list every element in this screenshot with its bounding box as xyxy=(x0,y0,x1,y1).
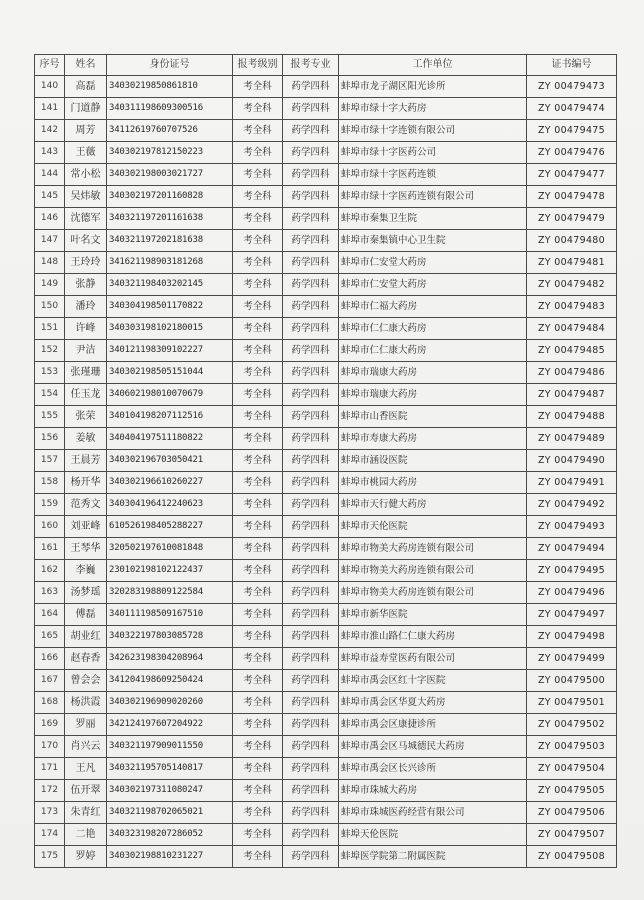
row-number: 154 xyxy=(35,384,65,406)
table-row xyxy=(35,670,617,692)
person-name: 王凡 xyxy=(65,758,107,780)
person-name: 杨洪霞 xyxy=(65,692,107,714)
person-name: 杨开华 xyxy=(65,472,107,494)
person-name: 许峰 xyxy=(65,318,107,340)
exam-level: 考全科 xyxy=(233,98,283,120)
table-row xyxy=(35,846,617,868)
exam-level: 考全科 xyxy=(233,164,283,186)
certificate-number: ZY 00479488 xyxy=(527,406,617,428)
id-number: 230102198102122437 xyxy=(107,560,233,582)
certificate-number: ZY 00479504 xyxy=(527,758,617,780)
certificate-number: ZY 00479506 xyxy=(527,802,617,824)
table-row xyxy=(35,736,617,758)
person-name: 张静 xyxy=(65,274,107,296)
person-name: 王薇 xyxy=(65,142,107,164)
certificate-number: ZY 00479487 xyxy=(527,384,617,406)
id-number: 340321195705140817 xyxy=(107,758,233,780)
id-number: 340311198609300516 xyxy=(107,98,233,120)
work-unit: 蚌埠市瑞康大药房 xyxy=(339,362,527,384)
header-name: 姓名 xyxy=(65,55,107,76)
exam-major: 药学四科 xyxy=(283,648,339,670)
exam-major: 药学四科 xyxy=(283,296,339,318)
table-row xyxy=(35,318,617,340)
certificate-number: ZY 00479473 xyxy=(527,76,617,98)
exam-level: 考全科 xyxy=(233,780,283,802)
id-number: 340302196703050421 xyxy=(107,450,233,472)
work-unit: 蚌埠市仁仁康大药房 xyxy=(339,318,527,340)
table-row xyxy=(35,274,617,296)
work-unit: 蚌埠市天行健大药房 xyxy=(339,494,527,516)
person-name: 范秀文 xyxy=(65,494,107,516)
certificate-number: ZY 00479499 xyxy=(527,648,617,670)
certificate-number: ZY 00479476 xyxy=(527,142,617,164)
person-name: 罗丽 xyxy=(65,714,107,736)
row-number: 144 xyxy=(35,164,65,186)
exam-major: 药学四科 xyxy=(283,186,339,208)
id-number: 340303198102180015 xyxy=(107,318,233,340)
exam-level: 考全科 xyxy=(233,516,283,538)
work-unit: 蚌埠市山香医院 xyxy=(339,406,527,428)
exam-major: 药学四科 xyxy=(283,76,339,98)
exam-major: 药学四科 xyxy=(283,252,339,274)
exam-major: 药学四科 xyxy=(283,318,339,340)
row-number: 172 xyxy=(35,780,65,802)
table-row xyxy=(35,648,617,670)
exam-major: 药学四科 xyxy=(283,824,339,846)
row-number: 157 xyxy=(35,450,65,472)
person-name: 门道静 xyxy=(65,98,107,120)
person-name: 二艳 xyxy=(65,824,107,846)
exam-major: 药学四科 xyxy=(283,384,339,406)
id-number: 320283198809122584 xyxy=(107,582,233,604)
row-number: 175 xyxy=(35,846,65,868)
exam-level: 考全科 xyxy=(233,692,283,714)
id-number: 340602198010070679 xyxy=(107,384,233,406)
certificate-number: ZY 00479482 xyxy=(527,274,617,296)
exam-level: 考全科 xyxy=(233,428,283,450)
person-name: 王晨芳 xyxy=(65,450,107,472)
person-name: 赵春香 xyxy=(65,648,107,670)
exam-level: 考全科 xyxy=(233,208,283,230)
person-name: 姜敏 xyxy=(65,428,107,450)
work-unit: 蚌埠市龙子湖区阳光诊所 xyxy=(339,76,527,98)
person-name: 任玉龙 xyxy=(65,384,107,406)
work-unit: 蚌埠市珠城大药房 xyxy=(339,780,527,802)
person-name: 刘亚峰 xyxy=(65,516,107,538)
exam-level: 考全科 xyxy=(233,142,283,164)
person-name: 朱青红 xyxy=(65,802,107,824)
exam-level: 考全科 xyxy=(233,120,283,142)
exam-major: 药学四科 xyxy=(283,758,339,780)
id-number: 340302198003021727 xyxy=(107,164,233,186)
person-name: 王玲玲 xyxy=(65,252,107,274)
exam-major: 药学四科 xyxy=(283,120,339,142)
work-unit: 蚌埠市绿十字大药房 xyxy=(339,98,527,120)
exam-level: 考全科 xyxy=(233,472,283,494)
work-unit: 蚌埠市仁安堂大药房 xyxy=(339,274,527,296)
certificate-number: ZY 00479485 xyxy=(527,340,617,362)
table-row xyxy=(35,186,617,208)
exam-major: 药学四科 xyxy=(283,164,339,186)
id-number: 340321198702065021 xyxy=(107,802,233,824)
id-number: 610526198405288227 xyxy=(107,516,233,538)
table-row xyxy=(35,406,617,428)
exam-major: 药学四科 xyxy=(283,604,339,626)
id-number: 340302197311080247 xyxy=(107,780,233,802)
exam-major: 药学四科 xyxy=(283,560,339,582)
certificate-number: ZY 00479497 xyxy=(527,604,617,626)
exam-level: 考全科 xyxy=(233,450,283,472)
exam-level: 考全科 xyxy=(233,230,283,252)
exam-major: 药学四科 xyxy=(283,846,339,868)
id-number: 340121198309102227 xyxy=(107,340,233,362)
exam-major: 药学四科 xyxy=(283,208,339,230)
certificate-number: ZY 00479486 xyxy=(527,362,617,384)
row-number: 158 xyxy=(35,472,65,494)
certificate-number: ZY 00479491 xyxy=(527,472,617,494)
table-row xyxy=(35,758,617,780)
certificate-number: ZY 00479489 xyxy=(527,428,617,450)
id-number: 340302198810231227 xyxy=(107,846,233,868)
person-name: 罗婷 xyxy=(65,846,107,868)
header-id: 身份证号 xyxy=(107,55,233,76)
id-number: 340322197803085728 xyxy=(107,626,233,648)
person-name: 伍开翠 xyxy=(65,780,107,802)
header-org: 工作单位 xyxy=(339,55,527,76)
header-row xyxy=(35,55,617,76)
exam-major: 药学四科 xyxy=(283,406,339,428)
row-number: 174 xyxy=(35,824,65,846)
certificate-number: ZY 00479480 xyxy=(527,230,617,252)
work-unit: 蚌埠市益寿堂医药有限公司 xyxy=(339,648,527,670)
exam-major: 药学四科 xyxy=(283,362,339,384)
table-body xyxy=(35,76,617,868)
work-unit: 蚌埠市物美大药房连锁有限公司 xyxy=(339,538,527,560)
id-number: 340321198403202145 xyxy=(107,274,233,296)
exam-level: 考全科 xyxy=(233,186,283,208)
exam-major: 药学四科 xyxy=(283,538,339,560)
certificate-number: ZY 00479503 xyxy=(527,736,617,758)
table-row xyxy=(35,494,617,516)
exam-level: 考全科 xyxy=(233,758,283,780)
id-number: 340104198207112516 xyxy=(107,406,233,428)
row-number: 142 xyxy=(35,120,65,142)
header-no: 序号 xyxy=(35,55,65,76)
exam-level: 考全科 xyxy=(233,296,283,318)
id-number: 34112619760707526 xyxy=(107,120,233,142)
table-row xyxy=(35,538,617,560)
table-row xyxy=(35,384,617,406)
work-unit: 蚌埠市仁福大药房 xyxy=(339,296,527,318)
id-number: 340302197812150223 xyxy=(107,142,233,164)
certificate-number: ZY 00479477 xyxy=(527,164,617,186)
exam-level: 考全科 xyxy=(233,736,283,758)
row-number: 171 xyxy=(35,758,65,780)
exam-major: 药学四科 xyxy=(283,626,339,648)
table-row xyxy=(35,164,617,186)
work-unit: 蚌埠市禹会区长兴诊所 xyxy=(339,758,527,780)
table-row xyxy=(35,296,617,318)
exam-major: 药学四科 xyxy=(283,450,339,472)
exam-major: 药学四科 xyxy=(283,494,339,516)
work-unit: 蚌埠市物美大药房连锁有限公司 xyxy=(339,560,527,582)
table-row xyxy=(35,516,617,538)
exam-major: 药学四科 xyxy=(283,582,339,604)
certificate-number: ZY 00479475 xyxy=(527,120,617,142)
certificate-number: ZY 00479494 xyxy=(527,538,617,560)
id-number: 340323198207286052 xyxy=(107,824,233,846)
person-name: 胡业红 xyxy=(65,626,107,648)
row-number: 152 xyxy=(35,340,65,362)
exam-major: 药学四科 xyxy=(283,98,339,120)
person-name: 沈德军 xyxy=(65,208,107,230)
certificate-number: ZY 00479484 xyxy=(527,318,617,340)
id-number: 340304196412240623 xyxy=(107,494,233,516)
certificate-number: ZY 00479492 xyxy=(527,494,617,516)
row-number: 167 xyxy=(35,670,65,692)
work-unit: 蚌埠市淮山路仁仁康大药房 xyxy=(339,626,527,648)
row-number: 147 xyxy=(35,230,65,252)
exam-level: 考全科 xyxy=(233,362,283,384)
id-number: 340111198509167510 xyxy=(107,604,233,626)
id-number: 34030219850861810 xyxy=(107,76,233,98)
exam-level: 考全科 xyxy=(233,846,283,868)
row-number: 146 xyxy=(35,208,65,230)
exam-major: 药学四科 xyxy=(283,428,339,450)
exam-major: 药学四科 xyxy=(283,274,339,296)
work-unit: 蚌埠医学院第二附属医院 xyxy=(339,846,527,868)
work-unit: 蚌埠市秦集卫生院 xyxy=(339,208,527,230)
person-name: 肖兴云 xyxy=(65,736,107,758)
table-row xyxy=(35,626,617,648)
exam-major: 药学四科 xyxy=(283,142,339,164)
work-unit: 蚌埠市仁安堂大药房 xyxy=(339,252,527,274)
row-number: 170 xyxy=(35,736,65,758)
work-unit: 蚌埠市绿十字医药连锁有限公司 xyxy=(339,186,527,208)
certificate-roster-table xyxy=(34,54,617,868)
table-row xyxy=(35,208,617,230)
table-row xyxy=(35,142,617,164)
row-number: 169 xyxy=(35,714,65,736)
exam-level: 考全科 xyxy=(233,648,283,670)
exam-level: 考全科 xyxy=(233,406,283,428)
exam-level: 考全科 xyxy=(233,582,283,604)
certificate-number: ZY 00479498 xyxy=(527,626,617,648)
work-unit: 蚌埠市新华医院 xyxy=(339,604,527,626)
exam-level: 考全科 xyxy=(233,714,283,736)
row-number: 143 xyxy=(35,142,65,164)
person-name: 叶名文 xyxy=(65,230,107,252)
row-number: 168 xyxy=(35,692,65,714)
exam-level: 考全科 xyxy=(233,340,283,362)
id-number: 340321197909011550 xyxy=(107,736,233,758)
table-row xyxy=(35,692,617,714)
exam-level: 考全科 xyxy=(233,604,283,626)
exam-level: 考全科 xyxy=(233,626,283,648)
table-row xyxy=(35,604,617,626)
certificate-number: ZY 00479501 xyxy=(527,692,617,714)
header-major: 报考专业 xyxy=(283,55,339,76)
row-number: 155 xyxy=(35,406,65,428)
table-row xyxy=(35,714,617,736)
certificate-number: ZY 00479505 xyxy=(527,780,617,802)
table-row xyxy=(35,780,617,802)
work-unit: 蚌埠市禹会区康捷诊所 xyxy=(339,714,527,736)
person-name: 张荣 xyxy=(65,406,107,428)
row-number: 173 xyxy=(35,802,65,824)
table-row xyxy=(35,560,617,582)
table-row xyxy=(35,230,617,252)
person-name: 常小松 xyxy=(65,164,107,186)
exam-level: 考全科 xyxy=(233,494,283,516)
certificate-number: ZY 00479507 xyxy=(527,824,617,846)
certificate-number: ZY 00479490 xyxy=(527,450,617,472)
person-name: 高磊 xyxy=(65,76,107,98)
row-number: 161 xyxy=(35,538,65,560)
row-number: 162 xyxy=(35,560,65,582)
exam-level: 考全科 xyxy=(233,670,283,692)
row-number: 151 xyxy=(35,318,65,340)
row-number: 163 xyxy=(35,582,65,604)
person-name: 王琴华 xyxy=(65,538,107,560)
exam-major: 药学四科 xyxy=(283,714,339,736)
header-level: 报考级别 xyxy=(233,55,283,76)
work-unit: 蚌埠天伦医院 xyxy=(339,824,527,846)
certificate-number: ZY 00479481 xyxy=(527,252,617,274)
table-row xyxy=(35,472,617,494)
work-unit: 蚌埠市绿十字连锁有限公司 xyxy=(339,120,527,142)
work-unit: 蚌埠市绿十字医药公司 xyxy=(339,142,527,164)
exam-major: 药学四科 xyxy=(283,472,339,494)
exam-major: 药学四科 xyxy=(283,692,339,714)
certificate-number: ZY 00479478 xyxy=(527,186,617,208)
work-unit: 蚌埠市瑞康大药房 xyxy=(339,384,527,406)
work-unit: 蚌埠市天伦医院 xyxy=(339,516,527,538)
work-unit: 蚌埠市禹会区华夏大药房 xyxy=(339,692,527,714)
exam-level: 考全科 xyxy=(233,560,283,582)
table-row xyxy=(35,340,617,362)
table-row xyxy=(35,582,617,604)
row-number: 148 xyxy=(35,252,65,274)
exam-major: 药学四科 xyxy=(283,802,339,824)
work-unit: 蚌埠市桃园大药房 xyxy=(339,472,527,494)
certificate-number: ZY 00479502 xyxy=(527,714,617,736)
table-row xyxy=(35,120,617,142)
person-name: 曾会会 xyxy=(65,670,107,692)
id-number: 342623198304208964 xyxy=(107,648,233,670)
id-number: 341204198609250424 xyxy=(107,670,233,692)
id-number: 340321197202181638 xyxy=(107,230,233,252)
row-number: 156 xyxy=(35,428,65,450)
work-unit: 蚌埠市涵设医院 xyxy=(339,450,527,472)
row-number: 165 xyxy=(35,626,65,648)
id-number: 340302197201160828 xyxy=(107,186,233,208)
id-number: 340302198505151044 xyxy=(107,362,233,384)
table-row xyxy=(35,76,617,98)
exam-level: 考全科 xyxy=(233,76,283,98)
exam-major: 药学四科 xyxy=(283,340,339,362)
id-number: 340302196610260227 xyxy=(107,472,233,494)
id-number: 340404197511180822 xyxy=(107,428,233,450)
exam-level: 考全科 xyxy=(233,274,283,296)
id-number: 320502197610081848 xyxy=(107,538,233,560)
row-number: 149 xyxy=(35,274,65,296)
row-number: 164 xyxy=(35,604,65,626)
person-name: 李巍 xyxy=(65,560,107,582)
exam-level: 考全科 xyxy=(233,538,283,560)
exam-level: 考全科 xyxy=(233,318,283,340)
certificate-number: ZY 00479493 xyxy=(527,516,617,538)
work-unit: 蚌埠市秦集镇中心卫生院 xyxy=(339,230,527,252)
work-unit: 蚌埠市物美大药房连锁有限公司 xyxy=(339,582,527,604)
id-number: 342124197607204922 xyxy=(107,714,233,736)
id-number: 341621198903181268 xyxy=(107,252,233,274)
work-unit: 蚌埠市禹会区红十字医院 xyxy=(339,670,527,692)
person-name: 尹洁 xyxy=(65,340,107,362)
row-number: 153 xyxy=(35,362,65,384)
certificate-number: ZY 00479496 xyxy=(527,582,617,604)
exam-level: 考全科 xyxy=(233,824,283,846)
table-row xyxy=(35,450,617,472)
id-number: 340304198501170822 xyxy=(107,296,233,318)
work-unit: 蚌埠市珠城医药经营有限公司 xyxy=(339,802,527,824)
certificate-number: ZY 00479495 xyxy=(527,560,617,582)
person-name: 周芳 xyxy=(65,120,107,142)
exam-major: 药学四科 xyxy=(283,670,339,692)
person-name: 张瑾珊 xyxy=(65,362,107,384)
table-header xyxy=(35,55,617,76)
certificate-number: ZY 00479500 xyxy=(527,670,617,692)
person-name: 傅磊 xyxy=(65,604,107,626)
table-row xyxy=(35,824,617,846)
exam-level: 考全科 xyxy=(233,802,283,824)
work-unit: 蚌埠市仁仁康大药房 xyxy=(339,340,527,362)
person-name: 吴炜敏 xyxy=(65,186,107,208)
exam-major: 药学四科 xyxy=(283,780,339,802)
certificate-number: ZY 00479479 xyxy=(527,208,617,230)
row-number: 145 xyxy=(35,186,65,208)
exam-major: 药学四科 xyxy=(283,230,339,252)
exam-level: 考全科 xyxy=(233,384,283,406)
row-number: 140 xyxy=(35,76,65,98)
row-number: 141 xyxy=(35,98,65,120)
work-unit: 蚌埠市禹会区马城德民大药房 xyxy=(339,736,527,758)
table-row xyxy=(35,252,617,274)
row-number: 150 xyxy=(35,296,65,318)
exam-level: 考全科 xyxy=(233,252,283,274)
exam-major: 药学四科 xyxy=(283,516,339,538)
id-number: 340302196909020260 xyxy=(107,692,233,714)
person-name: 潘玲 xyxy=(65,296,107,318)
certificate-number: ZY 00479474 xyxy=(527,98,617,120)
table-row xyxy=(35,362,617,384)
work-unit: 蚌埠市寿康大药房 xyxy=(339,428,527,450)
certificate-number: ZY 00479483 xyxy=(527,296,617,318)
certificate-number: ZY 00479508 xyxy=(527,846,617,868)
table-row xyxy=(35,802,617,824)
row-number: 159 xyxy=(35,494,65,516)
person-name: 汤梦瑶 xyxy=(65,582,107,604)
header-cert: 证书编号 xyxy=(527,55,617,76)
table-row xyxy=(35,98,617,120)
exam-major: 药学四科 xyxy=(283,736,339,758)
row-number: 160 xyxy=(35,516,65,538)
table-row xyxy=(35,428,617,450)
id-number: 340321197201161638 xyxy=(107,208,233,230)
work-unit: 蚌埠市绿十字医药连锁 xyxy=(339,164,527,186)
row-number: 166 xyxy=(35,648,65,670)
